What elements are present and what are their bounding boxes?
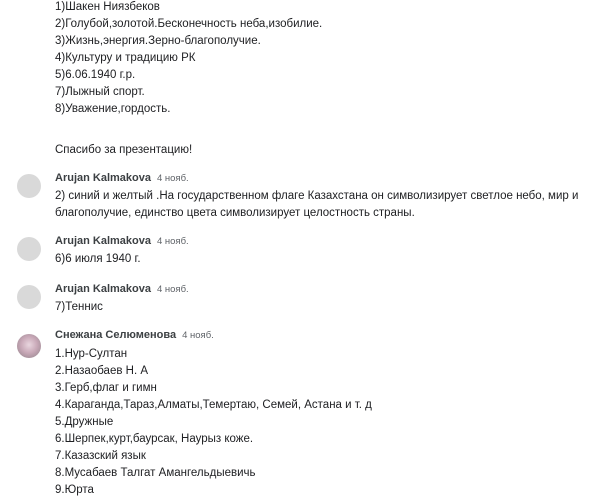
answer-line: 4.Караганда,Тараз,Алматы,Темертаю, Семей, Астана и т. д (55, 399, 372, 411)
answer-line: 3)Жизнь,энергия.Зерно-благополучие. (55, 35, 261, 47)
answer-line: 8)Уважение,гордость. (55, 103, 171, 115)
answer-line: 5.Дружные (55, 416, 114, 428)
answer-line: 1)Шакен Ниязбеков (55, 1, 160, 13)
comment-text: 2) синий и желтый .На государственном флаге Казахстана он символизирует светлое небо, мир и благополучие, единство цвета символизирует целостность страны. (55, 190, 579, 219)
comment-date: 4 нояб. (182, 330, 214, 341)
comment-text (55, 346, 372, 499)
avatar[interactable] (17, 334, 41, 358)
answer-line: 8.Мусабаев Талгат Амангельдыевичь (55, 467, 256, 479)
answer-line: 2)Голубой,золотой.Бесконечность неба,изобилие. (55, 18, 323, 30)
comment-author[interactable] (55, 172, 189, 184)
author-name: Arujan Kalmakova (55, 172, 151, 184)
comment-date: 4 нояб. (156, 284, 189, 295)
answer-line: 5)6.06.1940 г.р. (55, 69, 136, 81)
author-name: Arujan Kalmakova (55, 235, 151, 247)
thanks-text: Спасибо за презентацию! (55, 144, 193, 156)
comment-date: 4 нояб. (156, 236, 189, 247)
comment-text: 6)6 июля 1940 г. (55, 253, 141, 265)
answer-line: 7)Лыжный спорт. (55, 86, 145, 98)
comment-author[interactable] (55, 329, 214, 341)
comment-text: 7)Теннис (55, 301, 103, 313)
answer-line: 9.Юрта (55, 484, 94, 496)
avatar[interactable] (17, 237, 41, 261)
answer-line: 3.Герб,флаг и гимн (55, 382, 157, 394)
answer-line: 2.Назаобаев Н. А (55, 365, 149, 377)
comment-author[interactable] (55, 283, 189, 295)
answer-line: 1.Нур-Султан (55, 348, 128, 360)
author-name: Arujan Kalmakova (55, 283, 151, 295)
author-name: Снежана Селюменова (55, 329, 177, 341)
answer-line: 4)Культуру и традицию РК (55, 52, 196, 64)
avatar[interactable] (17, 174, 41, 198)
comment-author[interactable] (55, 235, 189, 247)
answer-line: 6.Шерпек,курт,баурсак, Наурыз коже. (55, 433, 254, 445)
avatar[interactable] (17, 285, 41, 309)
answer-line: 7.Казазский язык (55, 450, 146, 462)
comment-date: 4 нояб. (156, 173, 189, 184)
